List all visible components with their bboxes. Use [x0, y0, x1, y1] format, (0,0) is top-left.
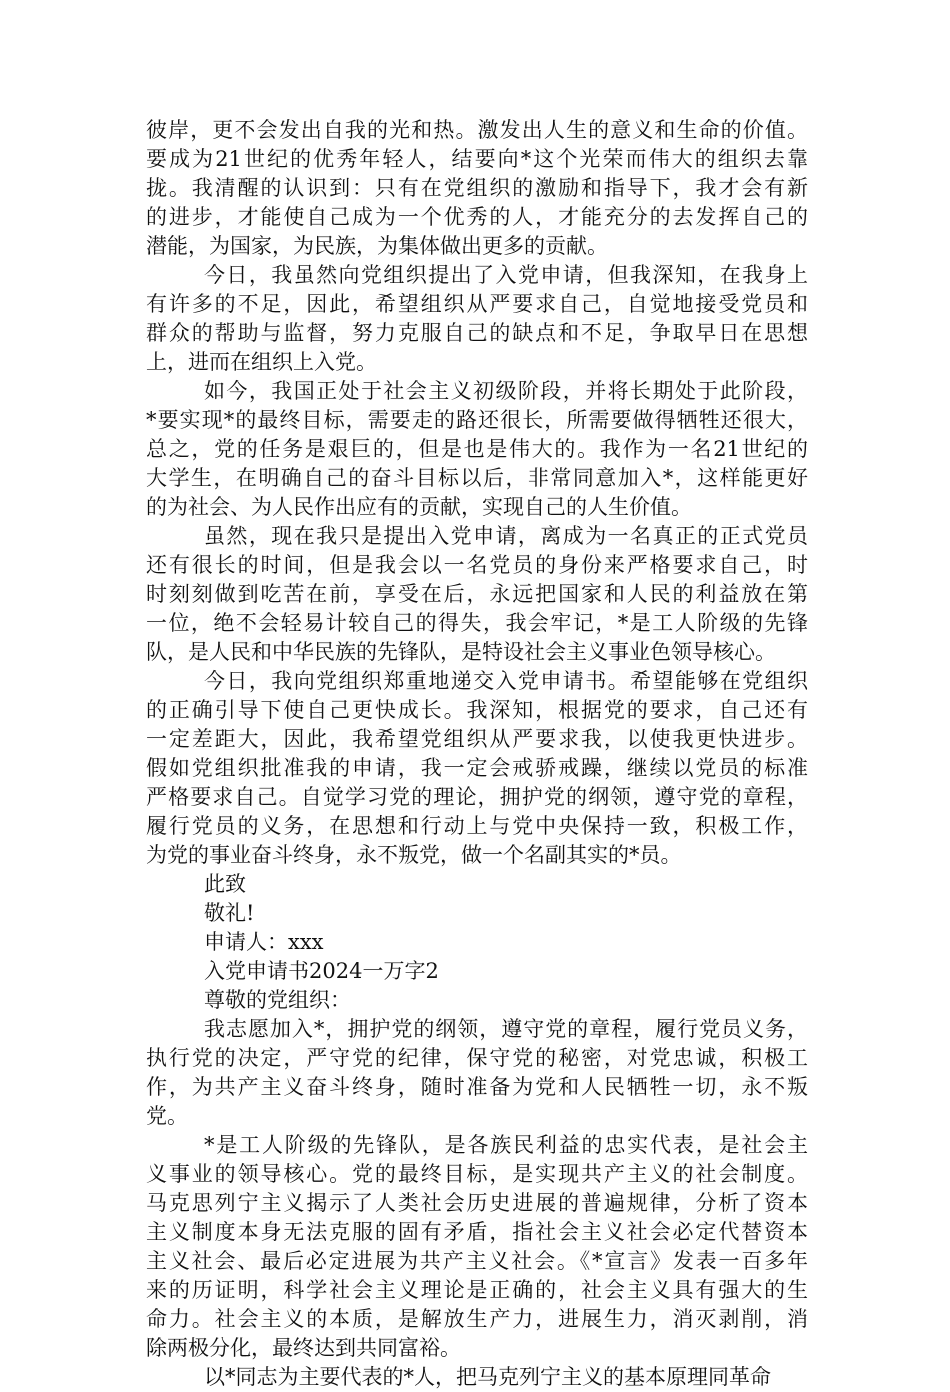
text-line: 此致 [204, 872, 246, 896]
text-line: 大学生，在明确自己的奋斗目标以后，非常同意加入*，这样能更好 [146, 466, 808, 490]
document-body [146, 116, 808, 1392]
paragraph-p11 [146, 1015, 808, 1131]
text-line: 入党申请书2024一万字2 [204, 959, 439, 983]
text-line: 总之，党的任务是艰巨的，但是也是伟大的。我作为一名21世纪的 [146, 437, 808, 461]
paragraph-p4 [146, 522, 808, 667]
paragraph-p12 [146, 1131, 808, 1363]
text-line: 以*同志为主要代表的*人，把马克列宁主义的基本原理同革命 [204, 1365, 771, 1389]
text-line: 群众的帮助与监督，努力克服自己的缺点和不足，争取早日在思想 [146, 321, 808, 345]
text-line: 今日，我向党组织郑重地递交入党申请书。希望能够在党组织 [204, 669, 808, 693]
text-line: 马克思列宁主义揭示了人类社会历史进展的普遍规律，分析了资本 [146, 1191, 808, 1215]
paragraph-p6 [146, 870, 808, 899]
text-line: 还有很长的时间，但是我会以一名党员的身份来严格要求自己，时 [146, 553, 808, 577]
text-line: 申请人：xxx [204, 930, 324, 954]
paragraph-p3 [146, 377, 808, 522]
text-line: 来的历证明，科学社会主义理论是正确的，社会主义具有强大的生 [146, 1278, 808, 1302]
text-line: 为党的事业奋斗终身，永不叛党，做一个名副其实的*员。 [146, 843, 682, 867]
text-line: 彼岸，更不会发出自我的光和热。激发出人生的意义和生命的价值。 [146, 118, 808, 142]
text-line: 如今，我国正处于社会主义初级阶段，并将长期处于此阶段， [204, 379, 808, 403]
paragraph-p7 [146, 899, 808, 928]
text-line: 党。 [146, 1104, 188, 1128]
text-line: 假如党组织批准我的申请，我一定会戒骄戒躁，继续以党员的标准 [146, 756, 808, 780]
paragraph-p5 [146, 667, 808, 870]
paragraph-p10 [146, 986, 808, 1015]
text-line: 执行党的决定，严守党的纪律，保守党的秘密，对党忠诚，积极工 [146, 1046, 808, 1070]
paragraph-p9 [146, 957, 808, 986]
text-line: 敬礼! [204, 901, 255, 925]
paragraph-p2 [146, 261, 808, 377]
text-line: 的为社会、为人民作出应有的贡献，实现自己的人生价值。 [146, 495, 692, 519]
text-line: 虽然，现在我只是提出入党申请，离成为一名真正的正式党员 [204, 524, 808, 548]
text-line: *要实现*的最终目标，需要走的路还很长，所需要做得牺牲还很大， [146, 408, 808, 432]
text-line: 义事业的领导核心。党的最终目标，是实现共产主义的社会制度。 [146, 1162, 808, 1186]
text-line: 主义制度本身无法克服的固有矛盾，指社会主义社会必定代替资本 [146, 1220, 808, 1244]
text-line: 的进步，才能使自己成为一个优秀的人，才能充分的去发挥自己的 [146, 205, 808, 229]
text-line: 主义社会、最后必定进展为共产主义社会。《*宣言》发表一百多年 [146, 1249, 808, 1273]
text-line: 时刻刻做到吃苦在前，享受在后，永远把国家和人民的利益放在第 [146, 582, 808, 606]
text-line: 拢。我清醒的认识到：只有在党组织的激励和指导下，我才会有新 [146, 176, 808, 200]
text-line: 尊敬的党组织： [204, 988, 351, 1012]
paragraph-p13 [146, 1363, 808, 1392]
text-line: 队，是人民和中华民族的先锋队，是特设社会主义事业色领导核心。 [146, 640, 776, 664]
paragraph-p1 [146, 116, 808, 261]
text-line: 一定差距大，因此，我希望党组织从严要求我，以使我更快进步。 [146, 727, 808, 751]
text-line: 履行党员的义务，在思想和行动上与党中央保持一致，积极工作， [146, 814, 808, 838]
text-line: 今日，我虽然向党组织提出了入党申请，但我深知，在我身上 [204, 263, 808, 287]
text-line: 有许多的不足，因此，希望组织从严要求自己，自觉地接受党员和 [146, 292, 808, 316]
text-line: 严格要求自己。自觉学习党的理论，拥护党的纲领，遵守党的章程， [146, 785, 808, 809]
text-line: 除两极分化，最终达到共同富裕。 [146, 1336, 461, 1360]
text-line: 的正确引导下使自己更快成长。我深知，根据党的要求，自己还有 [146, 698, 808, 722]
text-line: 命力。社会主义的本质，是解放生产力，进展生力，消灭剥削，消 [146, 1307, 808, 1331]
paragraph-p8 [146, 928, 808, 957]
text-line: 作，为共产主义奋斗终身，随时准备为党和人民牺牲一切，永不叛 [146, 1075, 808, 1099]
text-line: 我志愿加入*，拥护党的纲领，遵守党的章程，履行党员义务， [204, 1017, 808, 1041]
text-line: *是工人阶级的先锋队，是各族民利益的忠实代表，是社会主 [204, 1133, 808, 1157]
text-line: 潜能，为国家，为民族，为集体做出更多的贡献。 [146, 234, 608, 258]
text-line: 要成为21世纪的优秀年轻人，结要向*这个光荣而伟大的组织去靠 [146, 147, 808, 171]
text-line: 上，进而在组织上入党。 [146, 350, 377, 374]
text-line: 一位，绝不会轻易计较自己的得失，我会牢记，*是工人阶级的先锋 [146, 611, 808, 635]
